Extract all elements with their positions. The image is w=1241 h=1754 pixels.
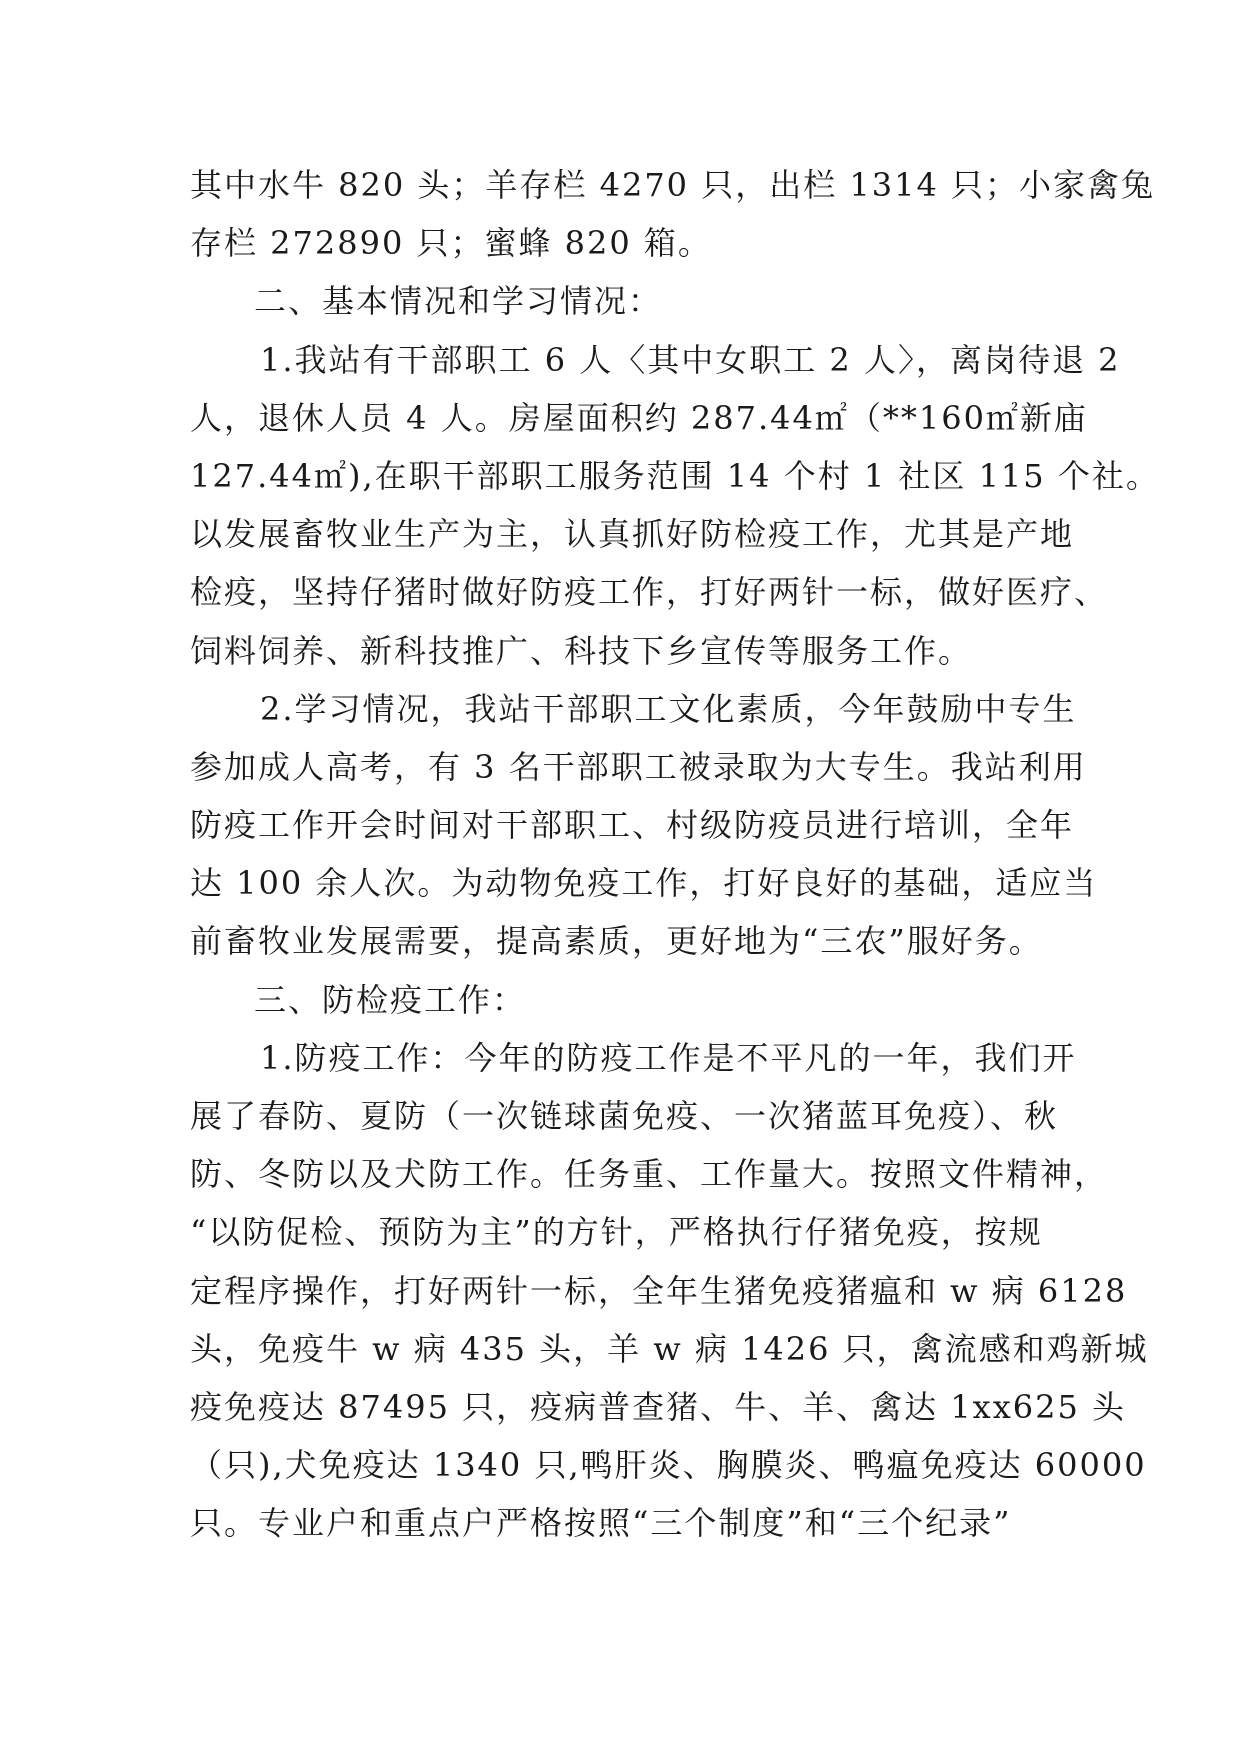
paragraph-line: 参加成人高考，有 3 名干部职工被录取为大专生。我站利用 [190, 747, 1087, 786]
paragraph-line: 达 100 余人次。为动物免疫工作，打好良好的基础，适应当 [190, 864, 1098, 903]
paragraph-line: 以发展畜牧业生产为主，认真抓好防检疫工作，尤其是产地 [190, 515, 1075, 554]
paragraph-line: 1.我站有干部职工 6 人〈其中女职工 2 人〉，离岗待退 2 [260, 340, 1121, 379]
paragraph-line: 人，退休人员 4 人。房屋面积约 287.44㎡（**160㎡新庙 [190, 398, 1088, 437]
paragraph-line: （只),犬免疫达 1340 只,鸭肝炎、胸膜炎、鸭瘟免疫达 60000 [190, 1446, 1147, 1485]
paragraph-line: 存栏 272890 只；蜜蜂 820 箱。 [190, 224, 712, 263]
document-body [190, 156, 1160, 1553]
paragraph-line: 防、冬防以及犬防工作。任务重、工作量大。按照文件精神， [190, 1155, 1109, 1194]
section-heading: 三、防检疫工作： [254, 980, 527, 1019]
paragraph-line: 1.防疫工作：今年的防疫工作是不平凡的一年，我们开 [260, 1038, 1077, 1077]
paragraph-line: 检疫，坚持仔猪时做好防疫工作，打好两针一标，做好医疗、 [190, 573, 1109, 612]
paragraph-line: 127.44㎡),在职干部职工服务范围 14 个村 1 社区 115 个社。 [190, 456, 1160, 495]
paragraph-line: 2.学习情况，我站干部职工文化素质，今年鼓励中专生 [260, 689, 1077, 728]
paragraph-line: “以防促检、预防为主”的方针，严格执行仔猪免疫，按规 [190, 1213, 1043, 1252]
paragraph-line: 饲料饲养、新科技推广、科技下乡宣传等服务工作。 [190, 631, 973, 670]
paragraph-line: 其中水牛 820 头；羊存栏 4270 只，出栏 1314 只；小家禽兔 [190, 166, 1155, 204]
paragraph-line: 防疫工作开会时间对干部职工、村级防疫员进行培训，全年 [190, 806, 1075, 845]
paragraph-line: 展了春防、夏防（一次链球菌免疫、一次猪蓝耳免疫）、秋 [190, 1097, 1059, 1135]
paragraph-line: 疫免疫达 87495 只，疫病普查猪、牛、羊、禽达 1xx625 头 [190, 1387, 1127, 1426]
section-heading: 二、基本情况和学习情况： [254, 282, 663, 321]
paragraph-line: 头，免疫牛 w 病 435 头，羊 w 病 1426 只，禽流感和鸡新城 [190, 1329, 1149, 1368]
paragraph-line: 前畜牧业发展需要，提高素质，更好地为“三农”服好务。 [190, 922, 1043, 961]
paragraph-line: 定程序操作，打好两针一标，全年生猪免疫猪瘟和 w 病 6128 [190, 1271, 1128, 1310]
paragraph-line: 只。专业户和重点户严格按照“三个制度”和“三个纪录” [190, 1504, 1012, 1543]
